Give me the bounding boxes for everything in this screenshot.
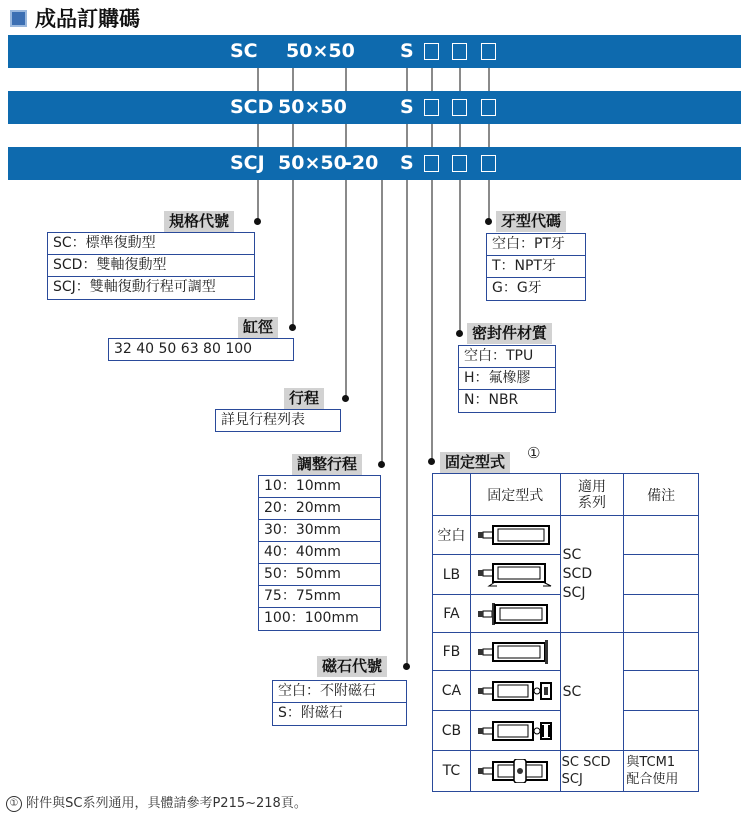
- cylinder-foot-mount-icon: [470, 555, 560, 595]
- leader-dot: [289, 324, 296, 331]
- table-header: 適用 系列: [560, 474, 624, 516]
- cylinder-rear-flange-icon: [470, 633, 560, 671]
- list-item: 空白：不附磁石: [273, 681, 406, 703]
- list-item: S：附磁石: [278, 705, 343, 721]
- leader-dot: [485, 218, 492, 225]
- mount-code: LB: [433, 555, 471, 595]
- mount-code: FA: [433, 595, 471, 633]
- bore-values: 32 40 50 63 80 100: [114, 341, 253, 357]
- seal-label: 密封件材質: [467, 323, 552, 344]
- series-group-2: SC: [560, 633, 624, 751]
- series-group-1: SC SCD SCJ: [560, 516, 624, 633]
- leader-dot: [456, 330, 463, 337]
- list-item: 空白：PT牙: [487, 234, 585, 256]
- mount-code: TC: [433, 751, 471, 792]
- mount-code: CA: [433, 671, 471, 711]
- list-item: N：NBR: [464, 392, 519, 408]
- title-square-icon: [10, 10, 27, 27]
- page-title: 成品訂購碼: [10, 4, 140, 34]
- seal-options: [458, 345, 556, 413]
- footnote-marker: ①: [6, 796, 22, 812]
- thread-label: 牙型代碼: [496, 211, 566, 232]
- leader-dot: [403, 663, 410, 670]
- table-header: 備注: [624, 474, 699, 516]
- list-item: 30：30mm: [259, 520, 380, 542]
- list-item: G：G牙: [492, 280, 542, 296]
- code-box: [481, 43, 496, 60]
- list-item: T：NPT牙: [487, 256, 585, 278]
- stroke-label: 行程: [284, 388, 324, 409]
- leader-dot: [254, 218, 261, 225]
- leader-dot: [428, 458, 435, 465]
- table-header: 固定型式: [470, 474, 560, 516]
- code-box: [481, 99, 496, 116]
- list-item: SCD：雙軸復動型: [48, 255, 254, 277]
- list-item: 20：20mm: [259, 498, 380, 520]
- magnet-options: [272, 680, 407, 726]
- series-group-3: SC SCD SCJ: [560, 751, 624, 792]
- cylinder-front-flange-icon: [470, 595, 560, 633]
- adj-stroke-options: [258, 475, 381, 631]
- mount-table: [432, 473, 699, 792]
- mount-label: 固定型式: [440, 452, 510, 473]
- cylinder-double-clevis-icon: [470, 711, 560, 751]
- list-item: 75：75mm: [259, 586, 380, 608]
- code-box: [481, 155, 496, 172]
- list-item: 10：10mm: [259, 476, 380, 498]
- code-bar-scd: SCD 50×50 S: [8, 91, 741, 124]
- list-item: 100：100mm: [264, 610, 359, 626]
- list-item: 40：40mm: [259, 542, 380, 564]
- stroke-value: 詳見行程列表: [221, 412, 305, 428]
- code-box: [424, 99, 439, 116]
- cylinder-trunnion-icon: [470, 751, 560, 792]
- tc-remark: 與TCM1 配合使用: [624, 751, 699, 792]
- code-box: [424, 155, 439, 172]
- code-bar-scj: SCJ 50×50 -20 S: [8, 147, 741, 180]
- stroke-options: [215, 409, 341, 432]
- bore-options: [108, 338, 294, 361]
- list-item: H：氟橡膠: [459, 368, 555, 390]
- magnet-label: 磁石代號: [317, 656, 387, 677]
- footnote: ① 附件與SC系列通用，具體請參考P215~218頁。: [6, 792, 307, 812]
- code-box: [452, 99, 467, 116]
- spec-code-label: 規格代號: [164, 211, 234, 232]
- list-item: SCJ：雙軸復動行程可調型: [53, 279, 216, 295]
- mount-code: FB: [433, 633, 471, 671]
- code-box: [452, 43, 467, 60]
- cylinder-single-clevis-icon: [470, 671, 560, 711]
- bore-label: 缸徑: [238, 317, 278, 338]
- list-item: SC：標準復動型: [48, 233, 254, 255]
- cylinder-basic-icon: [470, 516, 560, 555]
- adj-stroke-label: 調整行程: [292, 454, 362, 475]
- mount-code: CB: [433, 711, 471, 751]
- leader-dot: [378, 461, 385, 468]
- mount-code: 空白: [433, 516, 471, 555]
- leader-dot: [342, 395, 349, 402]
- note-marker: ①: [527, 444, 541, 462]
- spec-code-options: [47, 232, 255, 300]
- code-bar-sc: SC 50×50 S: [8, 35, 741, 68]
- list-item: 50：50mm: [259, 564, 380, 586]
- code-box: [452, 155, 467, 172]
- code-box: [424, 43, 439, 60]
- thread-options: [486, 233, 586, 301]
- list-item: 空白：TPU: [459, 346, 555, 368]
